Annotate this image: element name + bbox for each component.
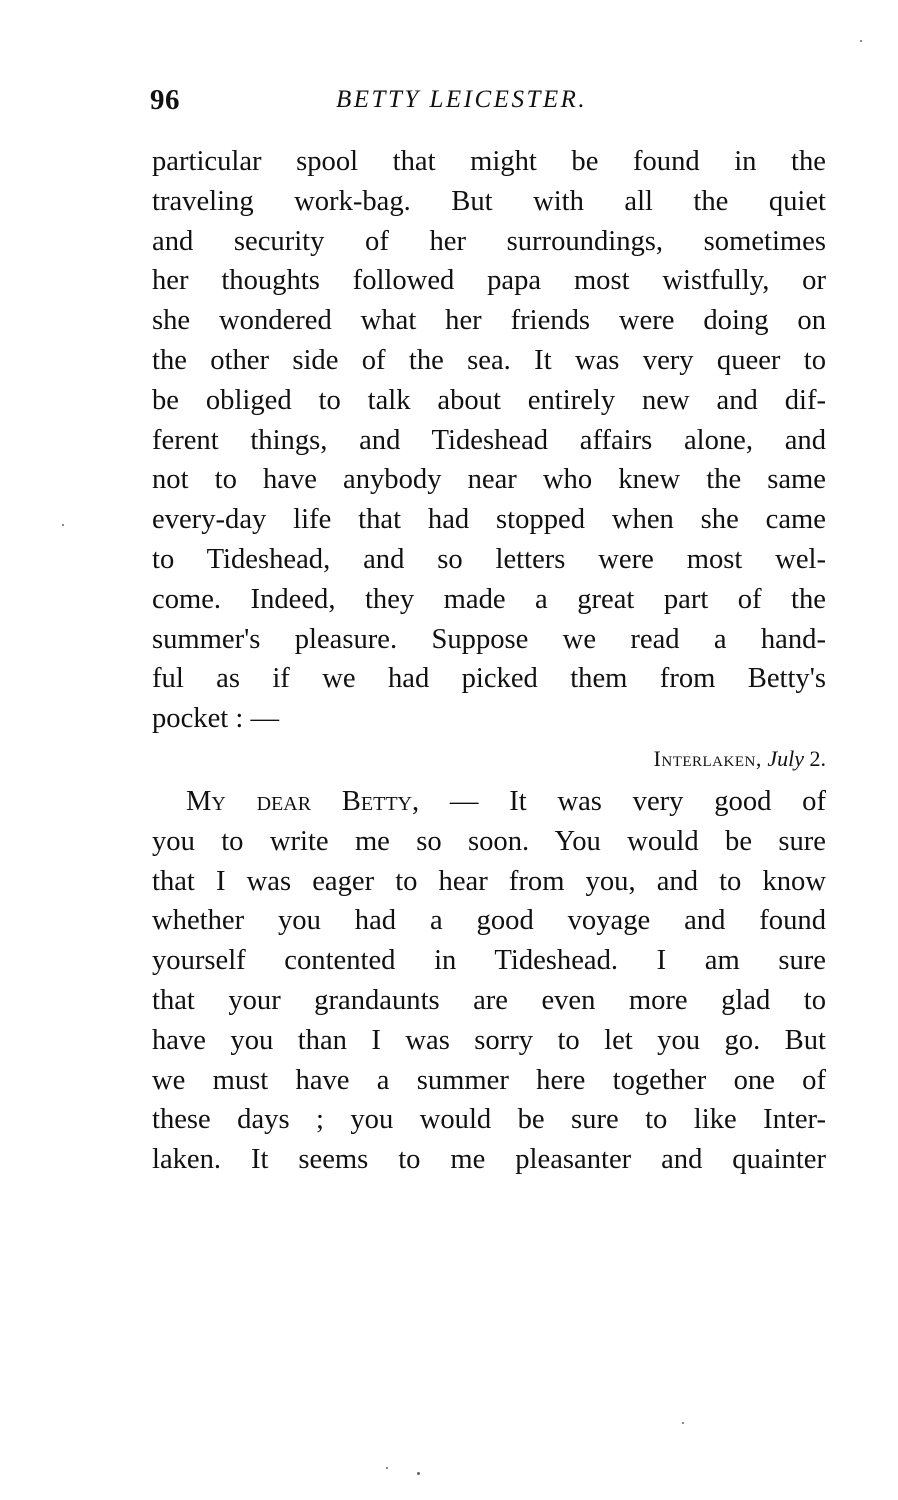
text-line: not to have anybody near who knew the same	[152, 464, 826, 496]
paper-speck	[860, 40, 862, 42]
letter-date-number: 2.	[809, 746, 826, 771]
text-line: the other side of the sea. It was very queer to	[152, 344, 826, 376]
letter-line: that your grandaunts are even more glad to	[152, 984, 826, 1016]
paper-speck	[682, 1422, 684, 1424]
text-line: to Tideshead, and so letters were most wel-	[152, 543, 826, 575]
running-head	[150, 84, 830, 124]
letter-body	[152, 782, 826, 1180]
text-line: summer's pleasure. Suppose we read a hand-	[152, 623, 826, 655]
text-line: every-day life that had stopped when she came	[152, 504, 826, 536]
page-number: 96	[150, 84, 180, 116]
text-line: be obliged to talk about entirely new and dif-	[152, 384, 826, 416]
text-line: she wondered what her friends were doing on	[152, 305, 826, 337]
text-line: traveling work-bag. But with all the quiet	[152, 185, 826, 217]
letter-line: have you than I was sorry to let you go. But	[152, 1024, 826, 1056]
paper-speck	[417, 1472, 420, 1475]
letter-dateline	[152, 739, 826, 779]
letter-line: whether you had a good voyage and found	[152, 905, 826, 937]
letter-salutation: My dear Betty,	[186, 786, 420, 817]
letter-first-line	[152, 782, 826, 822]
text-line: ferent things, and Tideshead affairs alone, and	[152, 424, 826, 456]
text-line: pocket : —	[152, 703, 280, 735]
paper-speck	[62, 524, 64, 526]
text-line: ful as if we had picked them from Betty's	[152, 663, 826, 695]
letter-line: we must have a summer here together one of	[152, 1064, 826, 1096]
letter-line: you to write me so soon. You would be sure	[152, 825, 826, 857]
letter-place: Interlaken,	[653, 746, 762, 771]
body-text	[152, 142, 826, 1176]
text-line: come. Indeed, they made a great part of the	[152, 583, 826, 615]
text-line: and security of her surroundings, sometimes	[152, 225, 826, 257]
letter-line: yourself contented in Tideshead. I am sure	[152, 945, 826, 977]
text-line: her thoughts followed papa most wistfully, or	[152, 265, 826, 297]
letter-date: July	[767, 746, 804, 771]
letter-first-line-rest: — It was very good of	[449, 786, 826, 817]
paper-speck	[386, 1467, 388, 1469]
letter-line: laken. It seems to me pleasanter and quainter	[152, 1144, 826, 1176]
book-title: BETTY LEICESTER.	[336, 86, 588, 113]
text-line: particular spool that might be found in the	[152, 146, 826, 177]
letter-line: these days ; you would be sure to like Inter-	[152, 1104, 826, 1136]
letter-line: that I was eager to hear from you, and to know	[152, 865, 826, 897]
